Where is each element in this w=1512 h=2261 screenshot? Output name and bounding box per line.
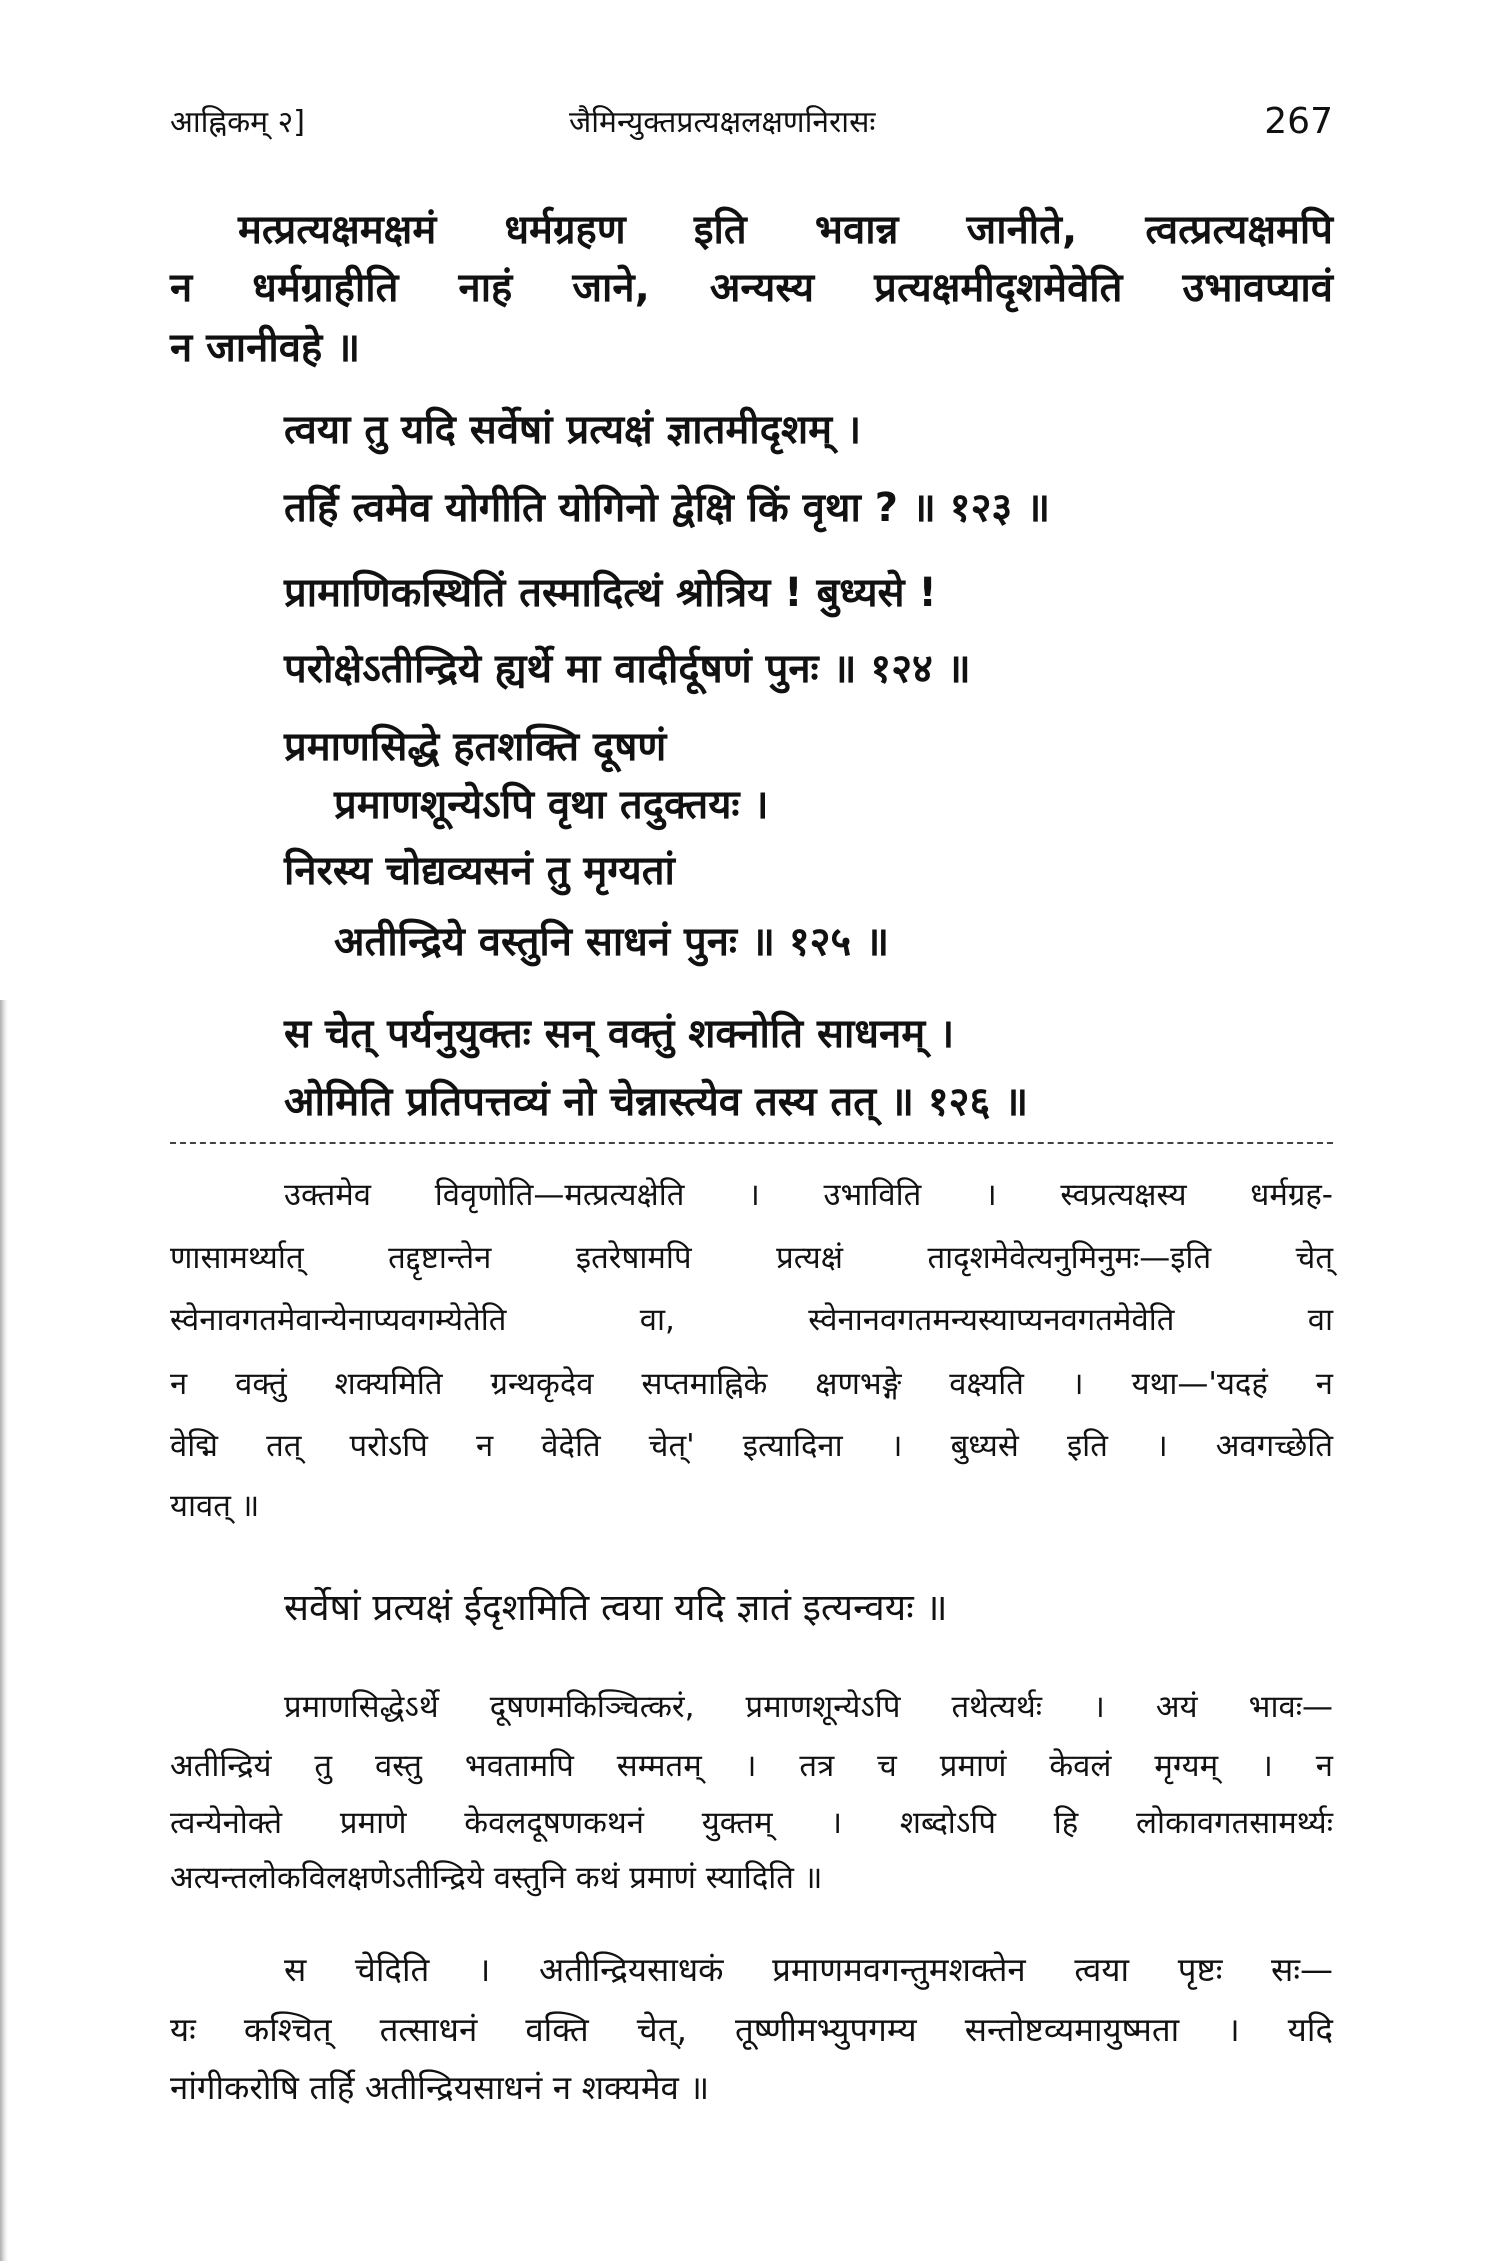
page-number: 267: [1264, 101, 1333, 142]
verse-125-line: प्रमाणशून्येऽपि वृथा तदुक्तयः ।: [334, 782, 769, 828]
verse-125-line: निरस्य चोद्यव्यसनं तु मृग्यतां: [284, 848, 675, 894]
commentary-line: अत्यन्तलोकविलक्षणेऽतीन्द्रिये वस्तुनि कथं प्रमाणं स्यादिति ॥: [170, 1860, 823, 1896]
running-head-title: जैमिन्युक्तप्रत्यक्षलक्षणनिरासः: [569, 105, 876, 140]
commentary-line: अतीन्द्रियं तु वस्तु भवतामपि सम्मतम् । तत्र च प्रमाणं केवलं मृग्यम् । न: [170, 1748, 1333, 1784]
commentary-line: णासामर्थ्यात् तद्दृष्टान्तेन इतरेषामपि प्रत्यक्षं तादृशमेवेत्यनुमिनुमः—इति चेत्: [170, 1240, 1333, 1276]
commentary-line: त्वन्येनोक्ते प्रमाणे केवलदूषणकथनं युक्तम् । शब्दोऽपि हि लोकावगतसामर्थ्यः: [170, 1805, 1333, 1841]
dashed-divider: [170, 1142, 1333, 1144]
commentary-line: न वक्तुं शक्यमिति ग्रन्थकृदेव सप्तमाह्निके क्षणभङ्गे वक्ष्यति । यथा—'यदहं न: [170, 1366, 1333, 1402]
scan-edge-shadow: [0, 1000, 8, 2261]
commentary-line: यः कश्चित् तत्साधनं वक्ति चेत्, तूष्णीमभ्युपगम्य सन्तोष्टव्यमायुष्मता । यदि: [170, 2010, 1333, 2049]
para1-line: न जानीवहे ॥: [170, 325, 361, 371]
para1-line: मत्प्रत्यक्षमक्षमं धर्मग्रहण इति भवान्न जानीते, त्वत्प्रत्यक्षमपि: [238, 207, 1333, 253]
verse-124-line: प्रामाणिकस्थितिं तस्मादित्थं श्रोत्रिय ! बुध्यसे !: [284, 570, 937, 616]
commentary-line: नांगीकरोषि तर्हि अतीन्द्रियसाधनं न शक्यमेव ॥: [170, 2068, 710, 2107]
anvaya-line: सर्वेषां प्रत्यक्षं ईदृशमिति त्वया यदि ज्ञातं इत्यन्वयः ॥: [284, 1586, 948, 1629]
verse-126-line: स चेत् पर्यनुयुक्तः सन् वक्तुं शक्नोति साधनम् ।: [284, 1011, 955, 1057]
commentary-line: स चेदिति । अतीन्द्रियसाधकं प्रमाणमवगन्तुमशक्तेन त्वया पृष्टः सः—: [284, 1950, 1333, 1989]
commentary-line: स्वेनावगतमेवान्येनाप्यवगम्येतेति वा, स्वेनानवगतमन्यस्याप्यनवगतमेवेति वा: [170, 1302, 1333, 1338]
verse-125-line: प्रमाणसिद्धे हतशक्ति दूषणं: [284, 724, 667, 770]
commentary-line: वेद्मि तत् परोऽपि न वेदेति चेत्' इत्यादिना । बुध्यसे इति । अवगच्छेति: [170, 1428, 1333, 1464]
para1-line: न धर्मग्राहीति नाहं जाने, अन्यस्य प्रत्यक्षमीदृशमेवेति उभावप्यावं: [170, 265, 1333, 311]
verse-125-line: अतीन्द्रिये वस्तुनि साधनं पुनः ॥ १२५ ॥: [334, 919, 890, 965]
running-head-left: आह्निकम् २]: [170, 105, 305, 140]
commentary-line: यावत् ॥: [170, 1488, 260, 1524]
verse-123-line: त्वया तु यदि सर्वेषां प्रत्यक्षं ज्ञातमीदृशम् ।: [284, 407, 862, 453]
commentary-line: प्रमाणसिद्धेऽर्थे दूषणमकिञ्चित्करं, प्रमाणशून्येऽपि तथेत्यर्थः । अयं भावः—: [284, 1689, 1333, 1725]
verse-123-line: तर्हि त्वमेव योगीति योगिनो द्वेक्षि किं वृथा ? ॥ १२३ ॥: [284, 485, 1051, 531]
verse-124-line: परोक्षेऽतीन्द्रिये ह्यर्थे मा वादीर्दूषणं पुनः ॥ १२४ ॥: [284, 646, 971, 692]
verse-126-line: ओमिति प्रतिपत्तव्यं नो चेन्नास्त्येव तस्य तत् ॥ १२६ ॥: [284, 1079, 1029, 1125]
commentary-line: उक्तमेव विवृणोति—मत्प्रत्यक्षेति । उभाविति । स्वप्रत्यक्षस्य धर्मग्रह-: [284, 1177, 1333, 1213]
